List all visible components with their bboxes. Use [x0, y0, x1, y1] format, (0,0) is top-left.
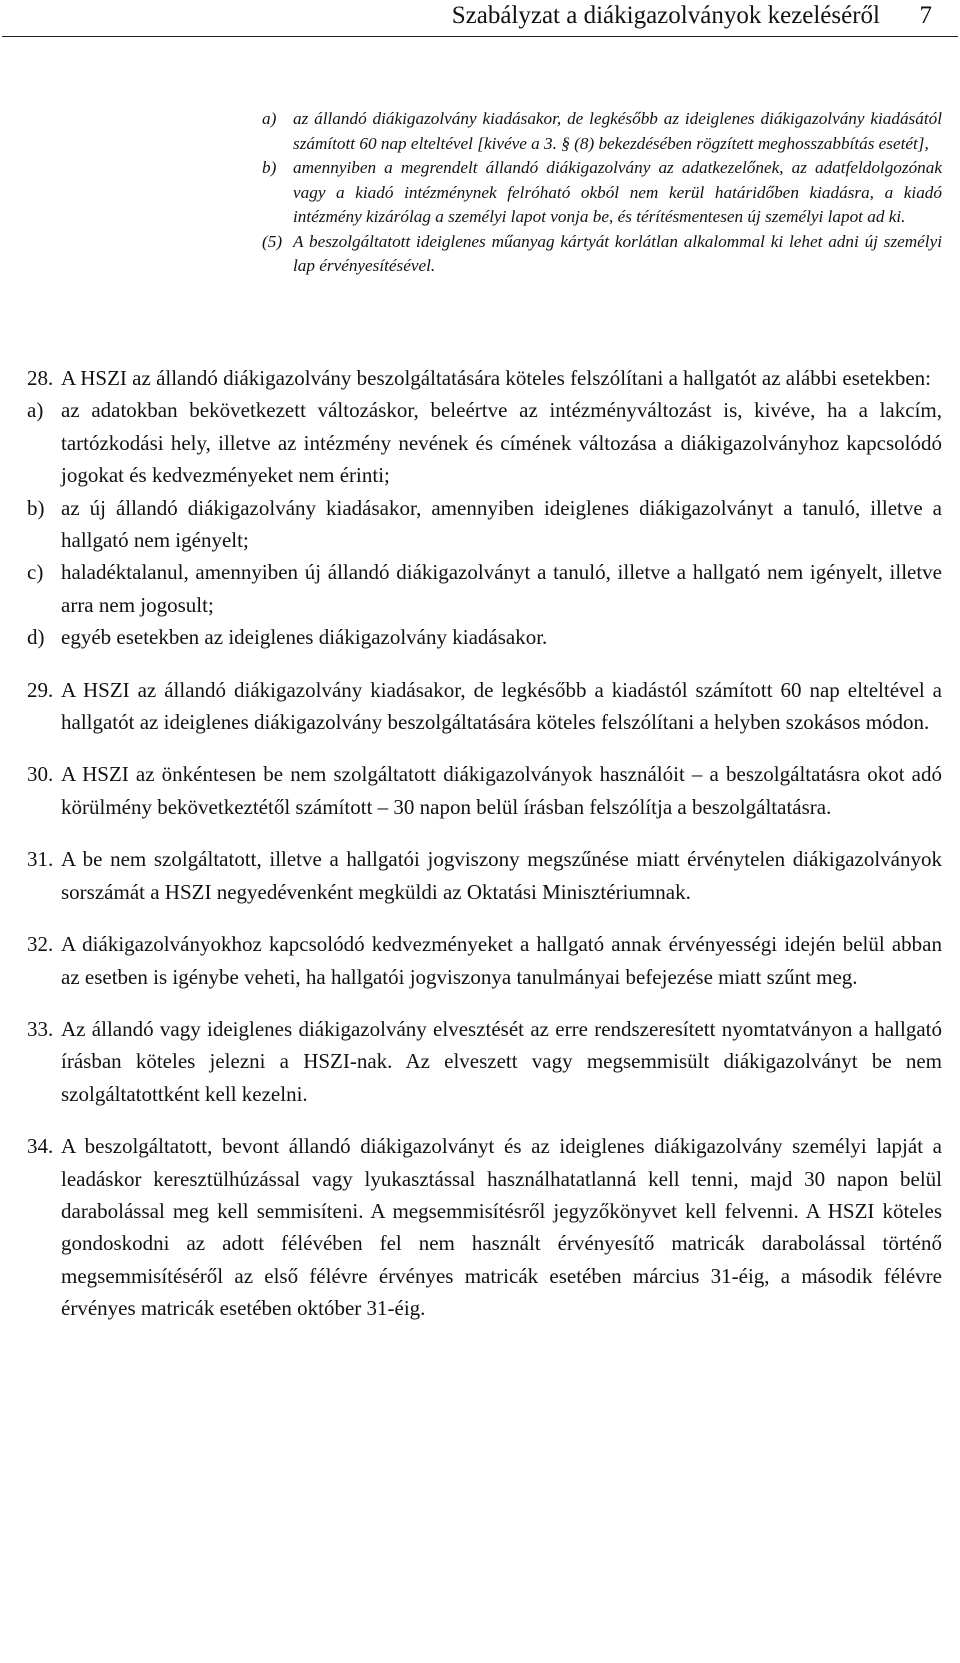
section-text: A HSZI az állandó diákigazolvány kiadásakor, de legkésőbb a kiadástól számított 60 nap elteltével a hallgatót az ideiglenes diákigazolvány beszolgáltatására köteles felszólítani a helyben szokásos módon.: [61, 677, 942, 735]
section-28-item: [27, 492, 942, 557]
section-28-item: [27, 621, 942, 653]
item-label: d): [27, 625, 45, 650]
item-text: amennyiben a megrendelt állandó diákigazolvány az adatkezelőnek, az adatfeldolgozónak vagy a kiadó intézménynek felróható okból nem kerül határidőben kiadásra, a kiadó intézmény kizárólag a személyi lapot vonja be, és térítésmentesen új személyi lapot ad ki.: [293, 158, 942, 226]
section-32: [27, 928, 942, 993]
section-number: 28.: [27, 366, 54, 390]
item-label: b): [262, 158, 277, 177]
item-text: haladéktalanul, amennyiben új állandó diákigazolványt a tanuló, illetve a hallgató nem igényelt, illetve arra nem jogosult;: [61, 560, 942, 617]
section-number: 32.: [27, 932, 54, 957]
continuation-item: [262, 156, 942, 230]
section-text: A HSZI az önkéntesen be nem szolgáltatott diákigazolványok használóit – a beszolgáltatásra okot adó körülmény bekövetkeztétől számított – 30 napon belül írásban felszólítja a beszolgáltatásra.: [61, 762, 942, 819]
page-header: [0, 0, 960, 40]
continuation-block: [262, 107, 942, 279]
section-number: 29.: [27, 677, 54, 702]
item-text: egyéb esetekben az ideiglenes diákigazolvány kiadásakor.: [61, 625, 548, 650]
continuation-item: [262, 230, 942, 279]
section-28: [27, 362, 942, 394]
header-rule: [2, 36, 958, 37]
item-text: A beszolgáltatott ideiglenes műanyag kártyát korlátlan alkalommal ki lehet adni új személyi lap érvényesítésével.: [293, 231, 942, 275]
section-number: 33.: [27, 1016, 54, 1041]
section-text: A diákigazolványokhoz kapcsolódó kedvezményeket a hallgató annak érvényességi idején belül abban az esetben is igénybe veheti, ha hallgatói jogviszonya tanulmányai befejezése miatt szűnt meg.: [61, 932, 942, 989]
page-header-title: Szabályzat a diákigazolványok kezeléséről: [451, 2, 880, 29]
item-label: a): [27, 398, 44, 423]
section-text: A beszolgáltatott, bevont állandó diákigazolványt és az ideiglenes diákigazolvány személyi lapját a leadáskor keresztülhúzással vagy lyukasztással használhatatlanná kell tenni, majd 30 napon belül darabolással meg kell semmisíteni. A megsemmisítésről jegyzőkönyvet kell felvenni. A HSZI köteles gondoskodni az adott félévében fel nem használt érvényesítő matricák darabolással történő megsemmisítéséről az első félévre érvényes matricák esetében március 31-éig, a második félévre érvényes matricák esetében október 31-éig.: [61, 1134, 942, 1321]
section-33: [27, 1013, 942, 1110]
item-label: a): [262, 109, 277, 128]
section-28-item: [27, 556, 942, 621]
item-text: az adatokban bekövetkezett változáskor, beleértve az intézményváltozást is, kivéve, ha a lakcím, tartózkodási hely, illetve az intézmény nevének és címének változása a diákigazolványhoz kapcsolódó jogokat és kedvezményeket nem érinti;: [61, 398, 942, 488]
item-text: az új állandó diákigazolvány kiadásakor, amennyiben ideiglenes diákigazolványt a tanuló, illetve a hallgató nem igényelt;: [61, 495, 942, 553]
section-text: A HSZI az állandó diákigazolvány beszolgáltatására köteles felszólítani a hallgatót az alábbi esetekben:: [61, 366, 931, 390]
section-28-item: [27, 394, 942, 491]
section-number: 34.: [27, 1134, 54, 1159]
continuation-item: [262, 107, 942, 156]
section-text: A be nem szolgáltatott, illetve a hallgatói jogviszony megszűnése miatt érvénytelen diákigazolványok sorszámát a HSZI negyedévenként megküldi az Oktatási Minisztériumnak.: [61, 847, 942, 904]
section-29: [27, 674, 942, 739]
section-text: Az állandó vagy ideiglenes diákigazolvány elvesztését az erre rendszeresített nyomtatványon a hallgató írásban köteles jelezni a HSZI-nak. Az elveszett vagy megsemmisült diákigazolványt be nem szolgáltatottként kell kezelni.: [61, 1016, 942, 1106]
section-34: [27, 1130, 942, 1324]
item-text: az állandó diákigazolvány kiadásakor, de legkésőbb az ideiglenes diákigazolvány kiadásától számított 60 nap elteltével [kivéve a 3. § (8) bekezdésében rögzített meghosszabbítás esetét],: [293, 109, 942, 153]
page-number: 7: [919, 2, 932, 29]
section-number: 31.: [27, 847, 54, 872]
section-31: [27, 843, 942, 908]
item-label: (5): [262, 231, 283, 251]
section-number: 30.: [27, 762, 54, 787]
main-body: [27, 362, 942, 1325]
section-30: [27, 758, 942, 823]
item-label: c): [27, 560, 44, 585]
item-label: b): [27, 495, 45, 520]
